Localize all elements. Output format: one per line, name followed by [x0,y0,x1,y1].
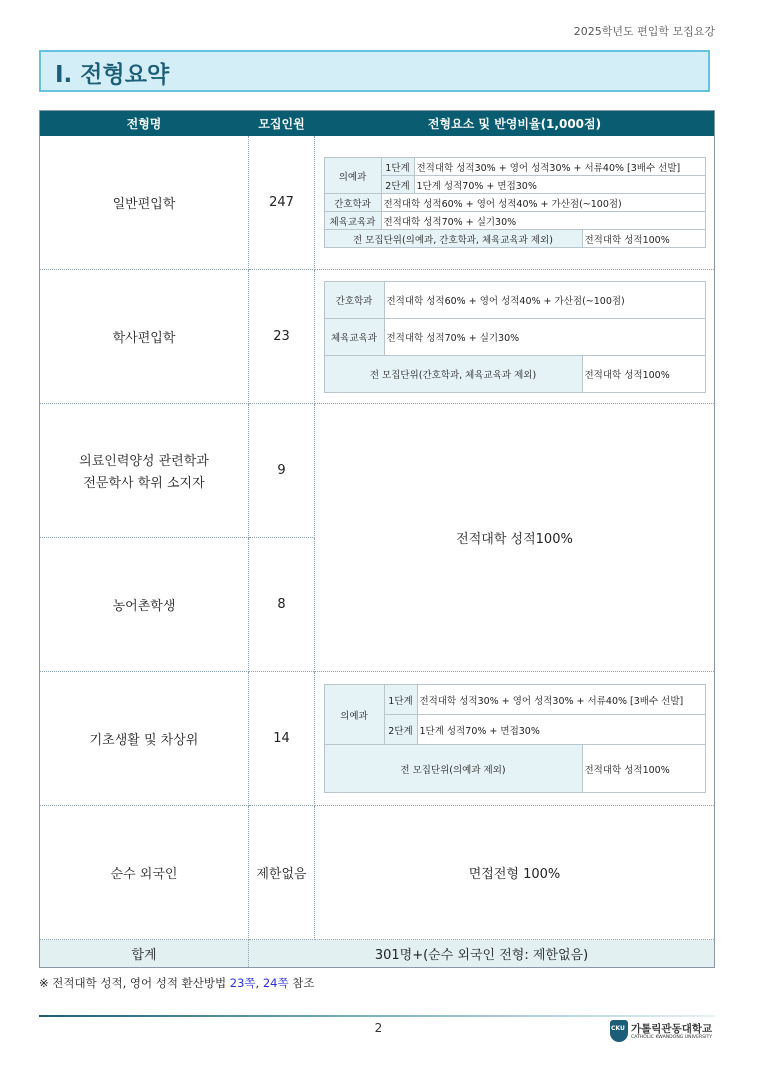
page-number: 2 [374,1021,383,1035]
elements-bachelor [315,270,715,404]
general-subtable [324,157,706,248]
stage2-label: 2단계 [381,176,414,194]
nursing-value: 전적대학 성적60% + 영어 성적40% + 가산점(~100점) [381,194,705,212]
quota-medical: 9 [249,404,315,538]
nursing-label: 간호학과 [324,194,381,212]
stage2-value: 1단계 성적70% + 면접30% [417,715,705,745]
basic-subtable [324,684,706,793]
type-medical [40,404,249,538]
shield-icon: CKU [610,1020,628,1042]
quota-general: 247 [249,136,315,270]
stage1-label: 1단계 [384,685,417,715]
logo-name-kr: 가톨릭관동대학교 [631,1023,713,1035]
elements-medical-farm: 전적대학 성적100% [315,404,715,672]
header-quota: 모집인원 [249,111,315,136]
logo-name-en: CATHOLIC KWANDONG UNIVERSITY [631,1035,713,1040]
type-medical-line1: 의료인력양성 관련학과 [79,454,209,469]
all-units-value: 전적대학 성적100% [582,355,705,392]
table-header-row [40,111,715,136]
elements-general [315,136,715,270]
total-label: 합계 [40,940,249,968]
footnote-sep: , [255,976,263,990]
type-farm: 농어촌학생 [40,538,249,672]
type-general: 일반편입학 [40,136,249,270]
med-label: 의예과 [324,685,384,745]
header-type: 전형명 [40,111,249,136]
table-row [40,270,715,404]
quota-basic: 14 [249,672,315,806]
university-logo [610,1020,720,1046]
pe-label: 체육교육과 [324,212,381,230]
stage1-label: 1단계 [381,158,414,176]
quota-farm: 8 [249,538,315,672]
pe-value: 전적대학 성적70% + 실기30% [381,212,705,230]
stage2-value: 1단계 성적70% + 면접30% [414,176,705,194]
page-link-24[interactable]: 24쪽 [262,976,289,990]
total-value: 301명+(순수 외국인 전형: 제한없음) [249,940,715,968]
all-units-value: 전적대학 성적100% [582,745,705,793]
bachelor-subtable [324,281,706,393]
type-basic: 기초생활 및 차상위 [40,672,249,806]
stage1-value: 전적대학 성적30% + 영어 성적30% + 서류40% [3배수 선발] [414,158,705,176]
med-label: 의예과 [324,158,381,194]
stage2-label: 2단계 [384,715,417,745]
elements-foreign: 면접전형 100% [315,806,715,940]
quota-bachelor: 23 [249,270,315,404]
nursing-value: 전적대학 성적60% + 영어 성적40% + 가산점(~100점) [384,281,705,318]
table-row [40,404,715,538]
footnote-suffix: 참조 [288,976,315,990]
header-elements: 전형요소 및 반영비율(1,000점) [315,111,715,136]
footer-divider [39,1015,715,1017]
all-units-value: 전적대학 성적100% [582,230,705,248]
pe-value: 전적대학 성적70% + 실기30% [384,318,705,355]
footnote [39,975,314,991]
page-link-23[interactable]: 23쪽 [229,976,256,990]
nursing-label: 간호학과 [324,281,384,318]
type-medical-line2: 전문학사 학위 소지자 [83,476,205,491]
type-foreign: 순수 외국인 [40,806,249,940]
elements-basic [315,672,715,806]
section-title-box [39,50,710,92]
pe-label: 체육교육과 [324,318,384,355]
footnote-prefix: ※ 전적대학 성적, 영어 성적 환산방법 [39,976,230,990]
stage1-value: 전적대학 성적30% + 영어 성적30% + 서류40% [3배수 선발] [417,685,705,715]
all-units-label: 전 모집단위(의예과 제외) [324,745,582,793]
quota-foreign: 제한없음 [249,806,315,940]
all-units-label: 전 모집단위(의예과, 간호학과, 체육교육과 제외) [324,230,582,248]
table-row [40,806,715,940]
admission-summary-table [39,110,715,968]
table-row [40,672,715,806]
table-row [40,136,715,270]
all-units-label: 전 모집단위(간호학과, 체육교육과 제외) [324,355,582,392]
document-header: 2025학년도 편입학 모집요강 [573,25,715,38]
type-bachelor: 학사편입학 [40,270,249,404]
total-row [40,940,715,968]
section-title: Ⅰ. 전형요약 [55,62,170,88]
